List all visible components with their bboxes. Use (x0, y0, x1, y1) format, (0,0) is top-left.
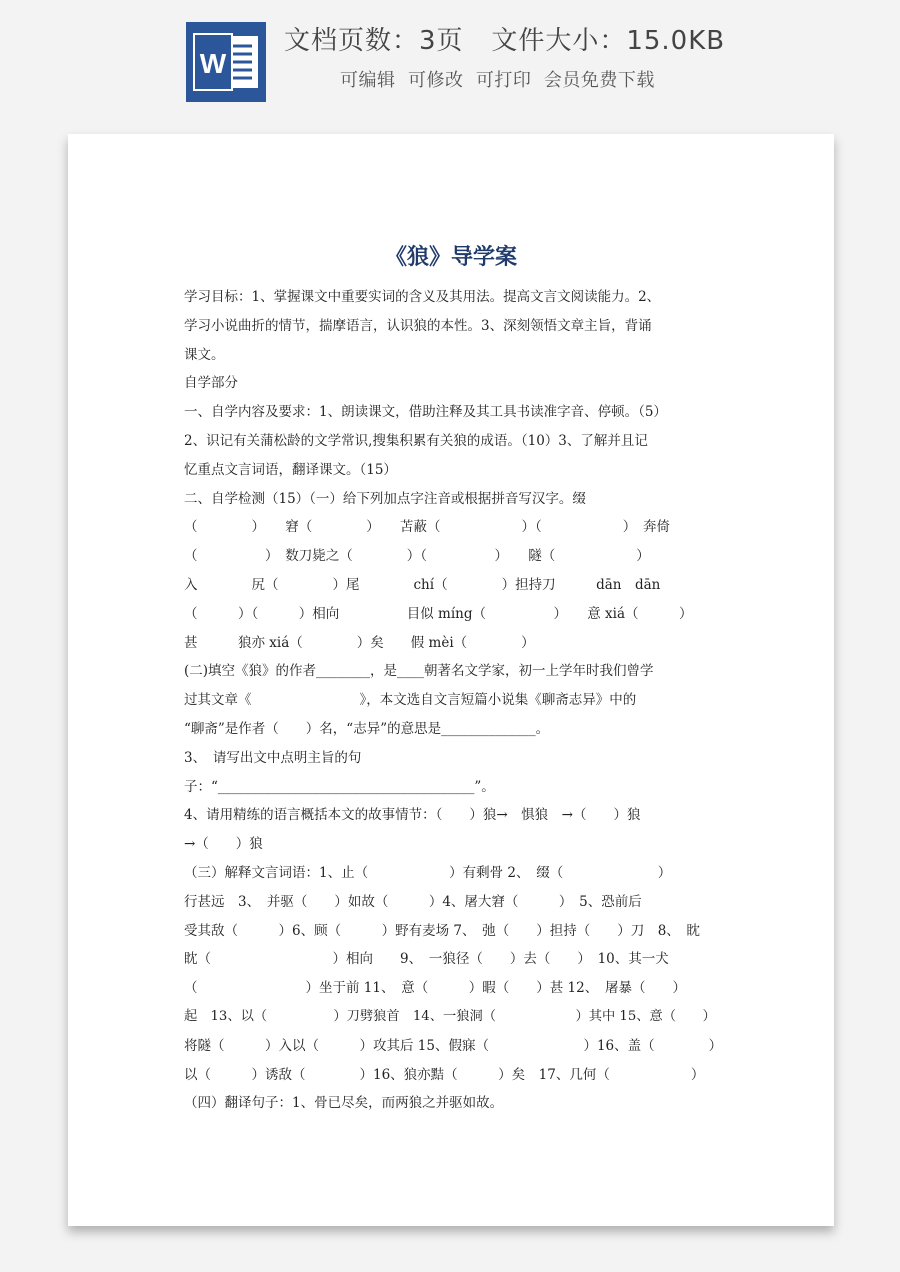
document-page (68, 134, 834, 1226)
document-line: 以（ ）诱敌（ ）16、狼亦黠（ ）矣 17、几何（ ） (184, 1066, 705, 1083)
document-line: 行甚远 3、 并驱（ ）如故（ ）4、屠大窘（ ） 5、恐前后 (184, 893, 642, 910)
document-line: （ ）（ ）相向 目似 míng（ ） 意 xiá（ ） (184, 605, 693, 622)
document-line: 忆重点文言词语，翻译课文。（15） (184, 461, 397, 478)
document-line: 自学部分 (184, 375, 238, 392)
document-title: 《狼》导学案 (384, 245, 517, 270)
document-line: 甚 狼亦 xiá（ ）矣 假 mèi（ ） (184, 634, 535, 651)
document-line: 子：“______________________________________”。 (184, 778, 495, 795)
document-line: （ ）坐于前 11、 意（ ）暇（ ）甚 12、 屠暴（ ） (184, 980, 686, 997)
document-line: （四）翻译句子：1、骨已尽矣，而两狼之并驱如故。 (184, 1095, 504, 1112)
document-line: 入 尻（ ）尾 chí（ ）担持刀 dān dān (184, 577, 661, 593)
document-line: 过其文章《 》，本文选自文言短篇小说集《聊斋志异》中的 (184, 692, 637, 709)
document-line: 4、请用精练的语言概括本文的故事情节：（ ）狼→ 惧狼 →（ ）狼 (184, 807, 641, 824)
word-document-icon (186, 22, 266, 102)
document-line: 一、自学内容及要求：1、朗读课文，借助注释及其工具书读准字音、停顿。（5） (184, 404, 667, 421)
document-line: 眈（ ）相向 9、 一狼径（ ）去（ ） 10、其一犬 (184, 951, 669, 968)
document-line: “聊斋”是作者（ ）名，“志异”的意思是______________。 (184, 721, 550, 737)
feature-tagline: 可编辑 可修改 可打印 会员免费下载 (340, 70, 655, 91)
document-line: →（ ）狼 (184, 836, 263, 853)
document-line: 将隧（ ）入以（ ）攻其后 15、假寐（ ）16、盖（ ） (184, 1037, 723, 1054)
document-line: 学习小说曲折的情节，揣摩语言，认识狼的本性。3、深刻领悟文章主旨，背诵 (184, 317, 652, 334)
word-icon-letter: W (199, 48, 227, 79)
document-size-info: 文档页数：3页 文件大小：15.0KB (284, 26, 726, 56)
document-line: 受其敌（ ）6、顾（ ）野有麦场 7、 弛（ ）担持（ ）刀 8、 眈 (184, 922, 701, 939)
document-line: (二)填空《狼》的作者________，是____朝著名文学家，初一上学年时我们曾学 (184, 663, 654, 680)
document-line: （三）解释文言词语：1、止（ ）有剩骨 2、 缀（ ） (184, 865, 672, 881)
document-line: （ ） 数刀毙之（ ）（ ） 隧（ ） (184, 548, 650, 565)
document-line: 起 13、以（ ）刀劈狼首 14、一狼洞（ ）其中 15、意（ ） (184, 1009, 716, 1024)
document-line: 二、自学检测（15）（一）给下列加点字注音或根据拼音写汉字。缀 (184, 490, 586, 507)
document-line: 课文。 (184, 346, 225, 363)
document-line: （ ） 窘（ ） 苫蔽（ ）（ ） 奔倚 (184, 519, 670, 536)
document-line: 2、识记有关蒲松龄的文学常识,搜集积累有关狼的成语。（10）3、了解并且记 (184, 433, 648, 449)
document-line: 3、 请写出文中点明主旨的句 (184, 749, 362, 766)
download-info-header (0, 0, 900, 120)
document-line: 学习目标：1、掌握课文中重要实词的含义及其用法。提高文言文阅读能力。2、 (184, 289, 661, 305)
